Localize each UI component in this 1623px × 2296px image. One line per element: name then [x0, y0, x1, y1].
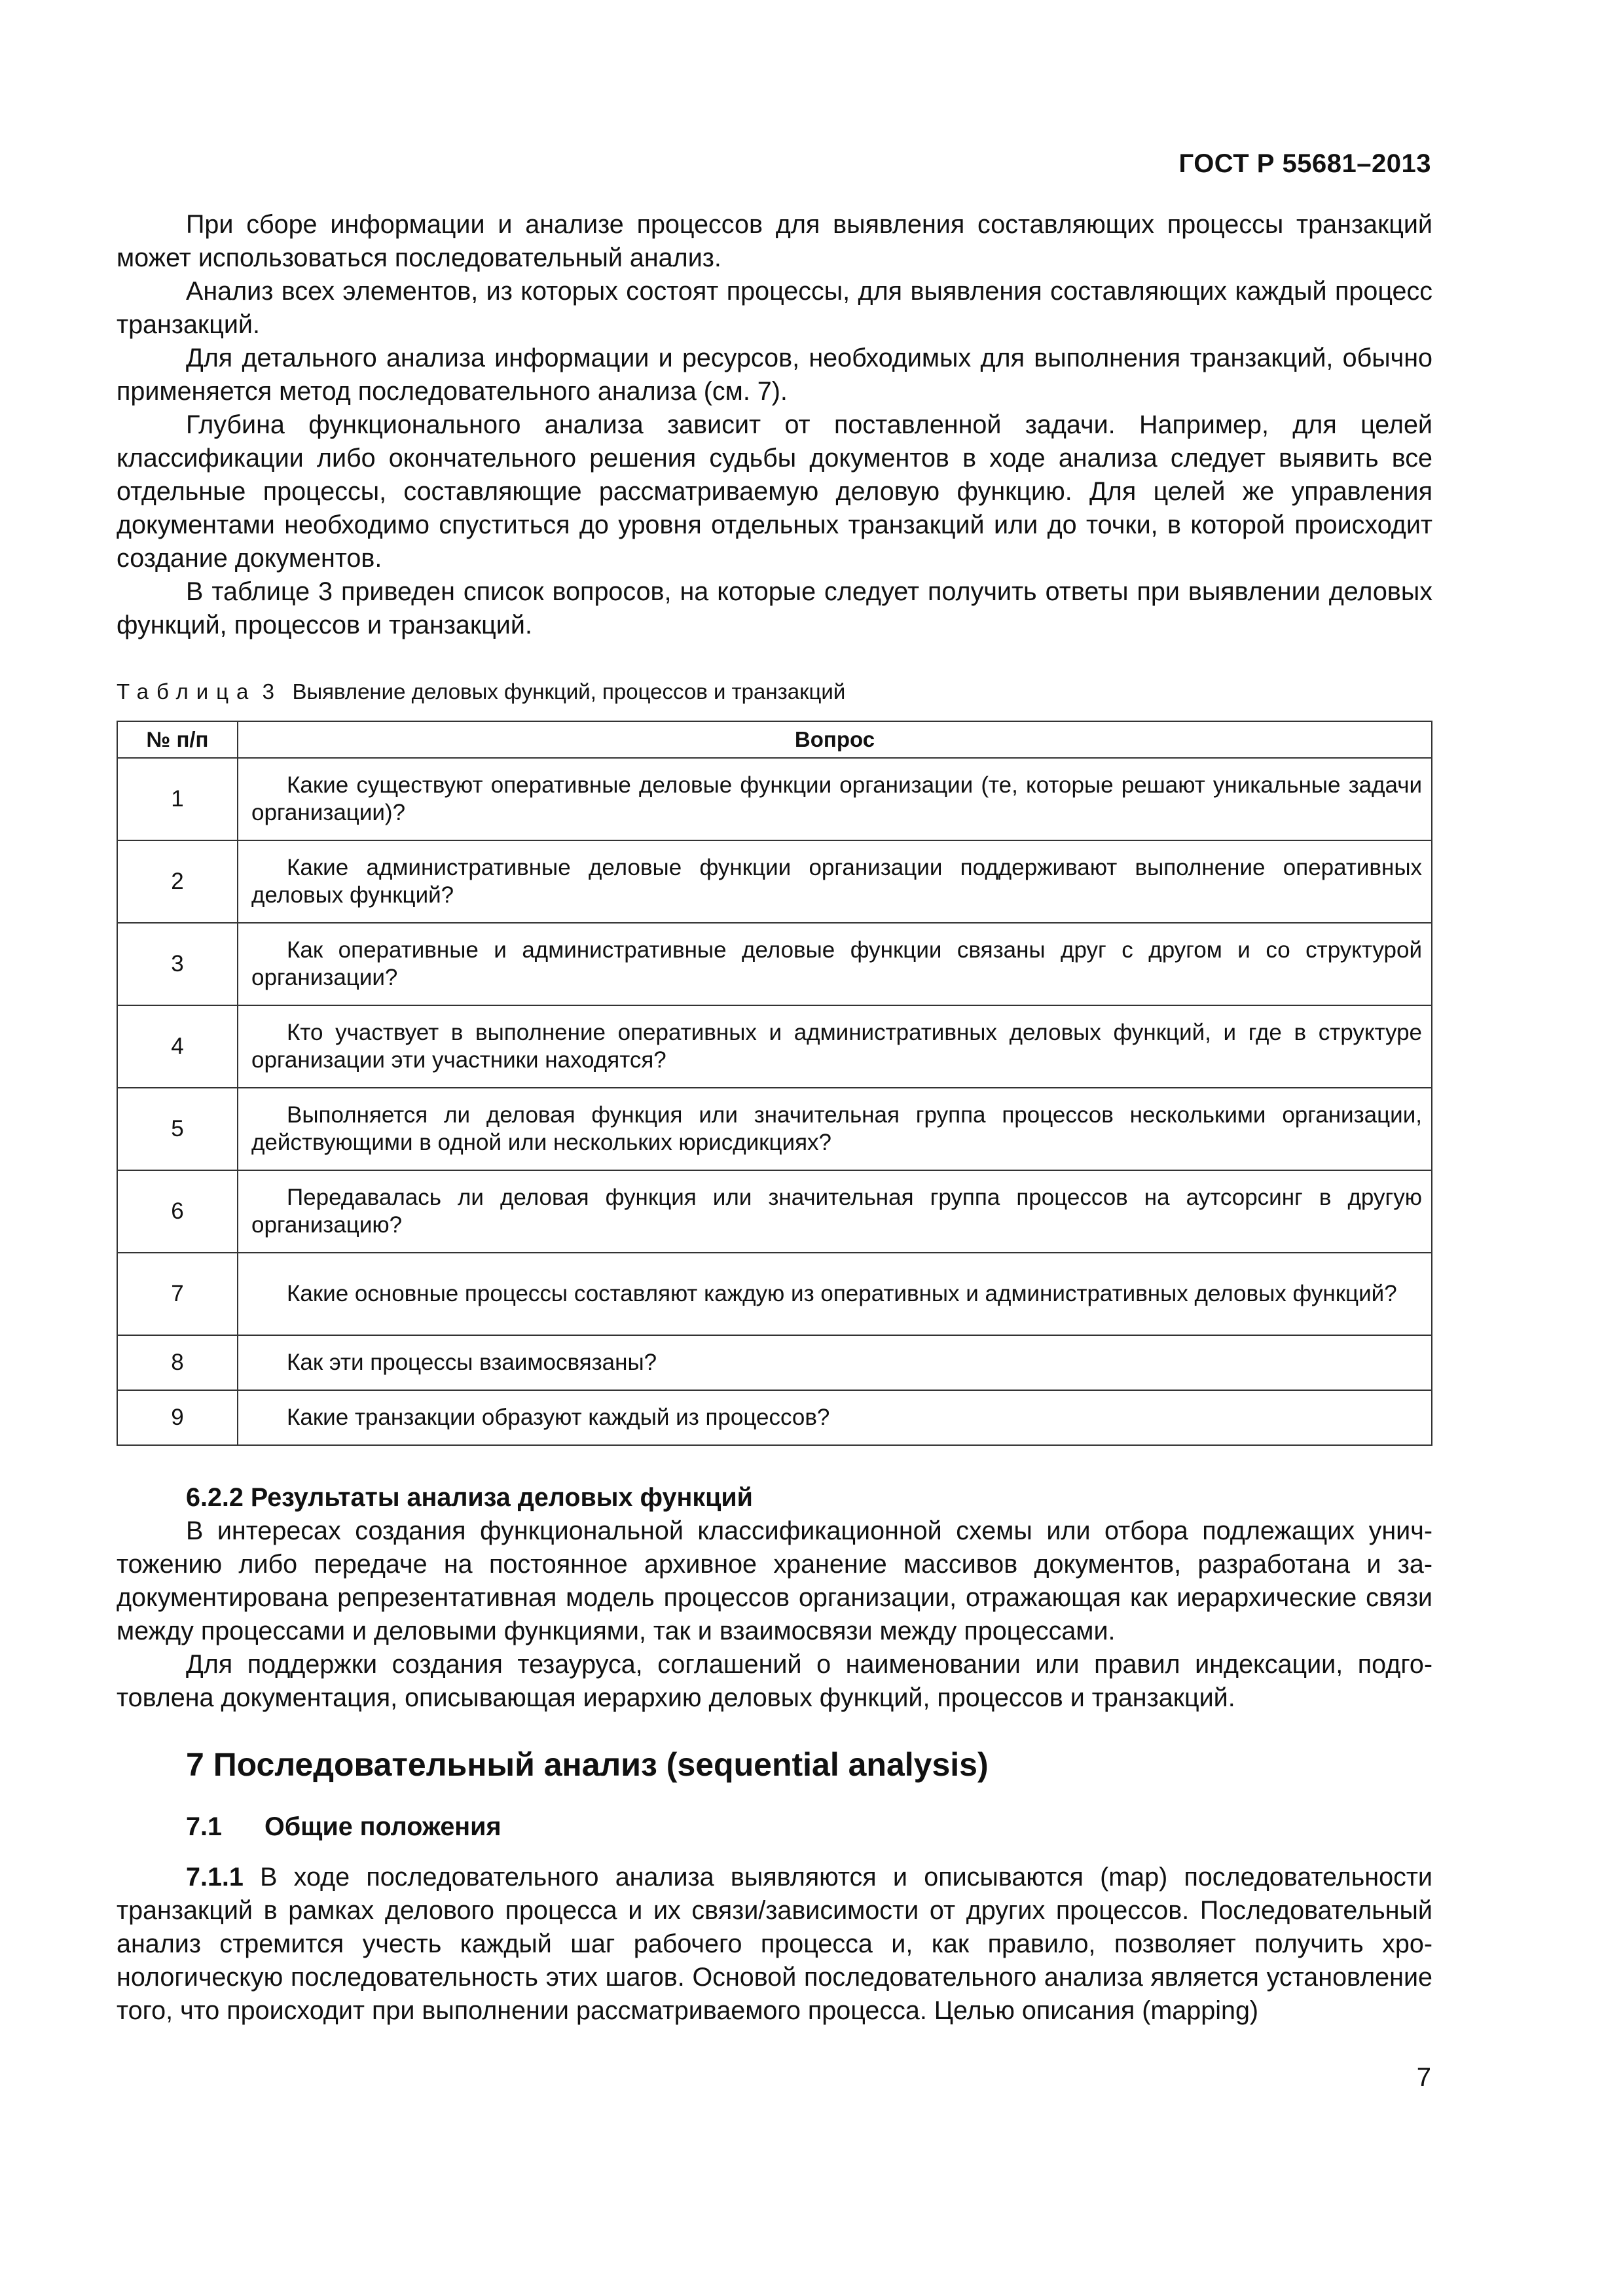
table-row	[117, 1170, 1432, 1253]
document-code: ГОСТ Р 55681–2013	[1178, 149, 1431, 178]
table-row	[117, 1088, 1432, 1170]
table-header-row	[117, 721, 1432, 758]
section-7-heading: 7 Последовательный анализ (sequential analysis)	[186, 1746, 989, 1783]
subsection-title: Общие положения	[264, 1812, 501, 1841]
row-number: 8	[117, 1335, 238, 1390]
table-row	[117, 758, 1432, 840]
page-content	[117, 208, 1432, 2028]
row-question: Какие существуют оперативные деловые функции организации (те, которые решают уникальные задачи организации)?	[238, 758, 1432, 840]
table-caption	[117, 677, 1432, 706]
row-number: 1	[117, 758, 238, 840]
row-question: Кто участвует в выполнение оперативных и административных деловых функций, и где в структуре организации эти участники находятся?	[238, 1005, 1432, 1088]
section-6-2-2-heading: 6.2.2 Результаты анализа деловых функций	[186, 1483, 753, 1512]
paragraph: Глубина функционального анализа зависит от поставленной задачи. Например, для целей классификации либо окончательного решения судьбы документов в ходе анализа следует выявить все отдельные процессы, составляющие рассматриваемую деловую функцию. Для целей же управления документами необходимо спуститься до уровня отдельных транзакций или до точки, в которой происходит создание документов.	[117, 410, 1432, 573]
table-row	[117, 1390, 1432, 1445]
row-question: Как оперативные и административные деловые функции связаны друг с другом и со структурой организации?	[238, 923, 1432, 1005]
page-number: 7	[1416, 2063, 1431, 2092]
row-number: 7	[117, 1253, 238, 1335]
column-header-question: Вопрос	[238, 721, 1432, 758]
row-question: Какие административные деловые функции организации поддерживают выполнение оперативных деловых функций?	[238, 840, 1432, 923]
paragraph: Для детального анализа информации и ресурсов, необходимых для выполнения транзакций, обычно применяется метод последовательного анализа (см. 7).	[117, 344, 1432, 406]
section-7-1-heading	[117, 1810, 1432, 1844]
paragraph: При сборе информации и анализе процессов для выявления составляющих процессы транзакций может использоваться последовательный анализ.	[117, 210, 1432, 272]
row-number: 9	[117, 1390, 238, 1445]
row-number: 2	[117, 840, 238, 923]
row-question: Как эти процессы взаимосвязаны?	[238, 1335, 1432, 1390]
table-row	[117, 840, 1432, 923]
row-number: 3	[117, 923, 238, 1005]
paragraph: В интересах создания функциональной классификационной схемы или отбора подлежащих уничтожению либо передаче на постоянное архивное хранение массивов документов, разработана и задокументирована репрезентативная модель процессов организации, отражающая как иерархические связи между процессами и деловыми функциями, так и взаимосвязи между процессами.	[117, 1516, 1432, 1645]
row-number: 5	[117, 1088, 238, 1170]
subsection-number: 7.1	[186, 1812, 222, 1841]
row-question: Какие основные процессы составляют каждую из оперативных и административных деловых функций?	[238, 1253, 1432, 1335]
table-row	[117, 1335, 1432, 1390]
paragraph: Для поддержки создания тезауруса, соглашений о наименовании или правил индексации, подготовлена документация, описывающая иерархию деловых функций, процессов и транзакций.	[117, 1650, 1432, 1712]
clause-7-1-1	[117, 1861, 1432, 2028]
questions-table	[117, 721, 1432, 1446]
clause-text: В ходе последовательного анализа выявляются и описываются (map) последовательности транзакций в рамках делового процесса и их связи/зависимости от других процессов. Последовательный анализ стремится учесть каждый шаг рабочего процесса и, как правило, позволяет получить хронологическую последовательность этих шагов. Основой последовательного анализа является установление того, что происходит при выполнении рассматриваемого процесса. Целью описания (mapping)	[117, 1863, 1432, 2025]
row-question: Передавалась ли деловая функция или значительная группа процессов на аутсорсинг в другую организацию?	[238, 1170, 1432, 1253]
row-question: Выполняется ли деловая функция или значительная группа процессов несколькими организации, действующими в одной или нескольких юрисдикциях?	[238, 1088, 1432, 1170]
table-row	[117, 923, 1432, 1005]
paragraph: Анализ всех элементов, из которых состоят процессы, для выявления составляющих каждый процесс транзакций.	[117, 277, 1432, 339]
column-header-number: № п/п	[117, 721, 238, 758]
table-caption-title: Выявление деловых функций, процессов и транзакций	[292, 679, 846, 704]
row-number: 6	[117, 1170, 238, 1253]
table-caption-label: Таблица	[117, 679, 257, 704]
row-question: Какие транзакции образуют каждый из процессов?	[238, 1390, 1432, 1445]
clause-number: 7.1.1	[186, 1863, 244, 1892]
paragraph: В таблице 3 приведен список вопросов, на которые следует получить ответы при выявлении деловых функций, процессов и транзакций.	[117, 577, 1432, 639]
table-caption-number: 3	[262, 679, 274, 704]
table-row	[117, 1253, 1432, 1335]
table-row	[117, 1005, 1432, 1088]
row-number: 4	[117, 1005, 238, 1088]
